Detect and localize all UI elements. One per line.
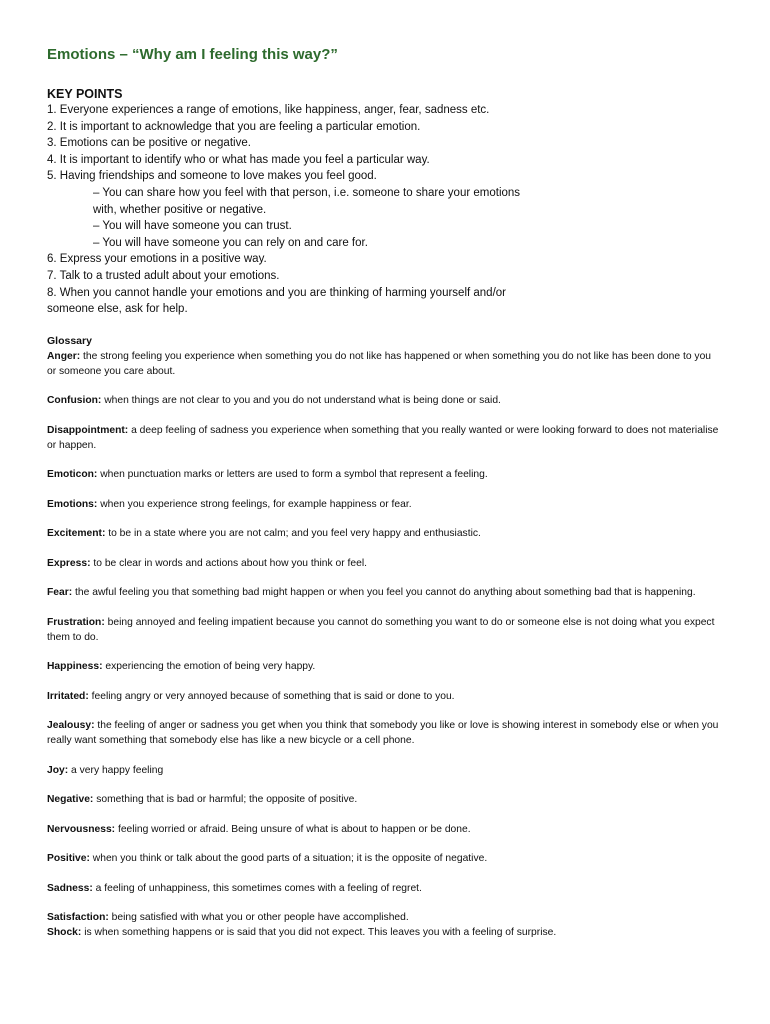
key-points-heading: KEY POINTS	[47, 87, 123, 101]
glossary-entry	[47, 822, 722, 837]
key-point-7: 7. Talk to a trusted adult about your emotions.	[47, 269, 280, 282]
glossary-term: Happiness:	[47, 661, 103, 673]
glossary-definition: a deep feeling of sadness you experience when something that you really wanted or were looking forward to does not materialise or happen.	[47, 424, 719, 451]
glossary-entry	[47, 497, 722, 512]
glossary-definition: when you think or talk about the good parts of a situation; it is the opposite of negative.	[89, 853, 488, 865]
glossary-definition: experiencing the emotion of being very happy.	[102, 661, 316, 673]
glossary-definition: is when something happens or is said that you did not expect. This leaves you with a feeling of surprise.	[81, 927, 557, 939]
glossary-list	[47, 349, 727, 941]
document-page	[47, 46, 727, 955]
glossary-definition: when things are not clear to you and you do not understand what is being done or said.	[101, 395, 501, 407]
glossary-heading: Glossary	[47, 334, 92, 347]
glossary-term: Frustration:	[47, 616, 105, 628]
glossary-term: Emotions:	[47, 498, 98, 510]
glossary-entry	[47, 467, 722, 482]
glossary-entry	[47, 659, 722, 674]
key-point-5: 5. Having friendships and someone to love makes you feel good.	[47, 170, 377, 183]
glossary-definition: a feeling of unhappiness, this sometimes comes with a feeling of regret.	[92, 882, 422, 894]
glossary-term: Jealousy:	[47, 720, 95, 732]
glossary-definition: a very happy feeling	[68, 764, 164, 776]
glossary-term: Irritated:	[47, 690, 89, 702]
glossary-definition: when punctuation marks or letters are used to form a symbol that represent a feeling.	[97, 469, 488, 481]
page-title: Emotions – “Why am I feeling this way?”	[47, 46, 338, 63]
glossary-entry	[47, 423, 722, 453]
glossary-term: Joy:	[47, 764, 69, 776]
glossary-term: Excitement:	[47, 528, 106, 540]
glossary-definition: the feeling of anger or sadness you get when you think that somebody you like or love is showing interest in somebody else or when you really want something that somebody else has like a new bicycle or a cell phone.	[47, 720, 719, 747]
glossary-term: Disappointment:	[47, 424, 129, 436]
glossary-entry	[47, 585, 722, 600]
glossary-entry	[47, 526, 722, 541]
glossary-entry	[47, 851, 722, 866]
glossary-term: Satisfaction:	[47, 912, 109, 924]
glossary-entry	[47, 349, 722, 379]
glossary-definition: when you experience strong feelings, for example happiness or fear.	[97, 498, 412, 510]
glossary-definition: feeling worried or afraid. Being unsure of what is about to happen or be done.	[115, 823, 471, 835]
glossary-definition: being satisfied with what you or other people have accomplished.	[108, 912, 409, 924]
key-point-8-cont: someone else, ask for help.	[47, 303, 188, 316]
glossary-section	[47, 334, 727, 941]
key-point-5-sub-3: – You will have someone you can rely on and care for.	[93, 236, 368, 249]
glossary-definition: being annoyed and feeling impatient because you cannot do something you want to do or someone else is not doing what you expect them to do.	[47, 616, 715, 643]
glossary-term: Sadness:	[47, 882, 93, 894]
key-point-3: 3. Emotions can be positive or negative.	[47, 137, 251, 150]
key-point-5-sub-1: – You can share how you feel with that person, i.e. someone to share your emotions	[93, 186, 521, 199]
glossary-entry	[47, 881, 722, 896]
glossary-definition: to be in a state where you are not calm; and you feel very happy and enthusiastic.	[105, 528, 481, 540]
glossary-definition: the awful feeling you that something bad might happen or when you feel you cannot do anything about something bad that is happening.	[72, 587, 696, 599]
glossary-entry	[47, 556, 722, 571]
glossary-term: Nervousness:	[47, 823, 116, 835]
glossary-definition: feeling angry or very annoyed because of something that is said or done to you.	[88, 690, 455, 702]
key-point-5-sub-2: – You will have someone you can trust.	[93, 220, 292, 233]
glossary-entry	[47, 763, 722, 778]
key-point-5-sub-1-cont: with, whether positive or negative.	[93, 203, 267, 216]
glossary-entry	[47, 689, 722, 704]
key-point-2: 2. It is important to acknowledge that you are feeling a particular emotion.	[47, 120, 421, 133]
glossary-entry	[47, 718, 722, 748]
glossary-entry	[47, 615, 722, 645]
glossary-entry	[47, 393, 722, 408]
glossary-term: Anger:	[47, 350, 81, 362]
glossary-entry	[47, 925, 722, 940]
glossary-entry	[47, 910, 722, 925]
glossary-term: Positive:	[47, 853, 90, 865]
glossary-entry	[47, 792, 722, 807]
key-point-4: 4. It is important to identify who or what has made you feel a particular way.	[47, 153, 430, 166]
key-point-1: 1. Everyone experiences a range of emotions, like happiness, anger, fear, sadness etc.	[47, 104, 490, 116]
glossary-definition: something that is bad or harmful; the opposite of positive.	[93, 794, 358, 806]
key-point-8: 8. When you cannot handle your emotions and you are thinking of harming yourself and/or	[47, 286, 507, 299]
glossary-term: Shock:	[47, 927, 82, 939]
glossary-definition: to be clear in words and actions about how you think or feel.	[90, 557, 367, 569]
key-points-section	[47, 86, 727, 318]
glossary-term: Negative:	[47, 794, 94, 806]
glossary-term: Express:	[47, 557, 91, 569]
key-point-6: 6. Express your emotions in a positive way.	[47, 253, 267, 266]
glossary-term: Confusion:	[47, 395, 102, 407]
glossary-term: Emoticon:	[47, 469, 98, 481]
glossary-term: Fear:	[47, 587, 73, 599]
glossary-definition: the strong feeling you experience when something you do not like has happened or when something you do not like has been done to you or someone you care about.	[47, 350, 712, 377]
